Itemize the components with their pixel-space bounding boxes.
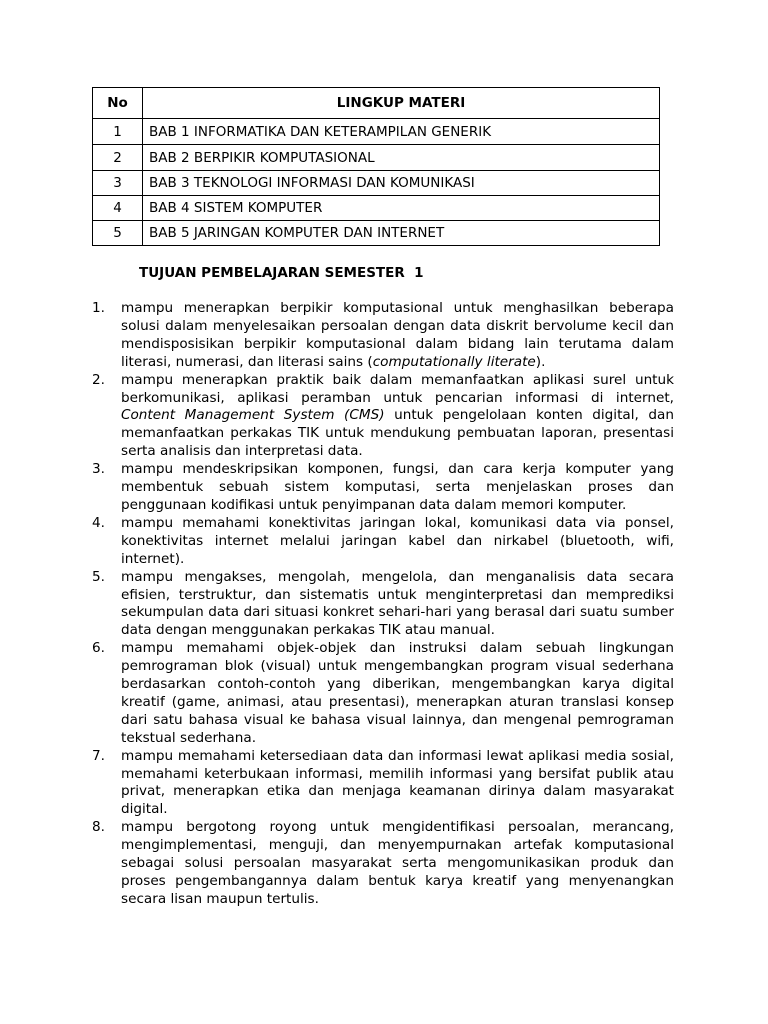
row-no: 3 (93, 171, 143, 196)
item-number: 2. (92, 371, 105, 388)
row-materi: BAB 1 INFORMATIKA DAN KETERAMPILAN GENERIK (143, 119, 660, 145)
list-item (92, 819, 674, 909)
list-item (92, 748, 674, 820)
item-text: mampu mendeskripsikan komponen, fungsi, dan cara kerja komputer yang membentuk sebuah sistem komputasi, serta menjelaskan proses dan penggunaan kodifikasi untuk penyimpanan data dalam memori komputer. (121, 461, 674, 513)
table-header-row (93, 88, 660, 119)
item-number: 5. (92, 568, 105, 585)
list-item (92, 372, 674, 462)
row-materi: BAB 5 JARINGAN KOMPUTER DAN INTERNET (143, 221, 660, 246)
italic-term: Content Management System (CMS) (121, 407, 385, 424)
item-text: mampu bergotong royong untuk mengidentifikasi persoalan, merancang, mengimplementasi, menguji, dan menyempurnakan artefak komputasional sebagai solusi persoalan masyarakat serta mengomunikasikan produk dan proses pengembangannya dalam bentuk karya kreatif yang menyenangkan secara lisan maupun tertulis. (121, 819, 674, 907)
section-heading: TUJUAN PEMBELAJARAN SEMESTER 1 (139, 265, 424, 281)
list-item (92, 569, 674, 641)
list-item (92, 300, 674, 372)
header-no: No (93, 88, 143, 119)
item-text: mampu memahami objek-objek dan instruksi dalam sebuah lingkungan pemrograman blok (visual) untuk mengembangkan program visual sederhana berdasarkan contoh-contoh yang diberikan, mengembangkan karya digital kreatif (game, animasi, atau presentasi), menerapkan aturan translasi konsep dari satu bahasa visual ke bahasa visual lainnya, dan mengenal pemrograman tekstual sederhana. (121, 640, 674, 746)
table-row (93, 119, 660, 145)
item-text: mampu memahami ketersediaan data dan informasi lewat aplikasi media sosial, memahami keterbukaan informasi, memilih informasi yang bersifat publik atau privat, menerapkan etika dan menjaga keamanan dirinya dalam masyarakat digital. (121, 747, 674, 818)
item-number: 1. (92, 300, 105, 316)
materi-table (92, 87, 660, 246)
list-item (92, 461, 674, 515)
table-row (93, 145, 660, 171)
row-no: 5 (93, 221, 143, 246)
table-row (93, 221, 660, 246)
tujuan-list (92, 300, 674, 909)
item-number: 6. (92, 640, 105, 657)
table-row (93, 171, 660, 196)
item-text: mampu memahami konektivitas jaringan lokal, komunikasi data via ponsel, konektivitas internet melalui jaringan kabel dan nirkabel (bluetooth, wifi, internet). (121, 514, 674, 567)
item-number: 8. (92, 819, 105, 836)
italic-term: computationally literate (372, 353, 536, 370)
item-text: mampu menerapkan praktik baik dalam memanfaatkan aplikasi surel untuk berkomunikasi, aplikasi peramban untuk pencarian informasi di internet, Content Management System (CMS) untuk pengelolaan konten digital, dan memanfaatkan perkakas TIK untuk mendukung pembuatan laporan, presentasi serta analisis dan interpretasi data. (121, 371, 674, 460)
row-no: 2 (93, 145, 143, 171)
row-no: 1 (93, 119, 143, 145)
list-item (92, 640, 674, 747)
list-item (92, 515, 674, 569)
header-lingkup-materi: LINGKUP MATERI (143, 88, 660, 119)
table-row (93, 196, 660, 221)
item-number: 4. (92, 514, 105, 531)
item-number: 7. (92, 747, 105, 764)
row-materi: BAB 2 BERPIKIR KOMPUTASIONAL (143, 145, 660, 171)
row-no: 4 (93, 196, 143, 221)
item-number: 3. (92, 461, 105, 478)
item-text: mampu mengakses, mengolah, mengelola, dan menganalisis data secara efisien, terstruktur, dan sistematis untuk menginterpretasi dan memprediksi sekumpulan data dari situasi konkret sehari-hari yang berasal dari suatu sumber data dengan menggunakan perkakas TIK atau manual. (121, 568, 674, 639)
item-text: mampu menerapkan berpikir komputasional untuk menghasilkan beberapa solusi dalam menyelesaikan persoalan dengan data diskrit bervolume kecil dan mendisposisikan berpikir komputasional dalam bidang lain terutama dalam literasi, numerasi, dan literasi sains (computationally literate). (121, 300, 674, 370)
row-materi: BAB 4 SISTEM KOMPUTER (143, 196, 660, 221)
row-materi: BAB 3 TEKNOLOGI INFORMASI DAN KOMUNIKASI (143, 171, 660, 196)
